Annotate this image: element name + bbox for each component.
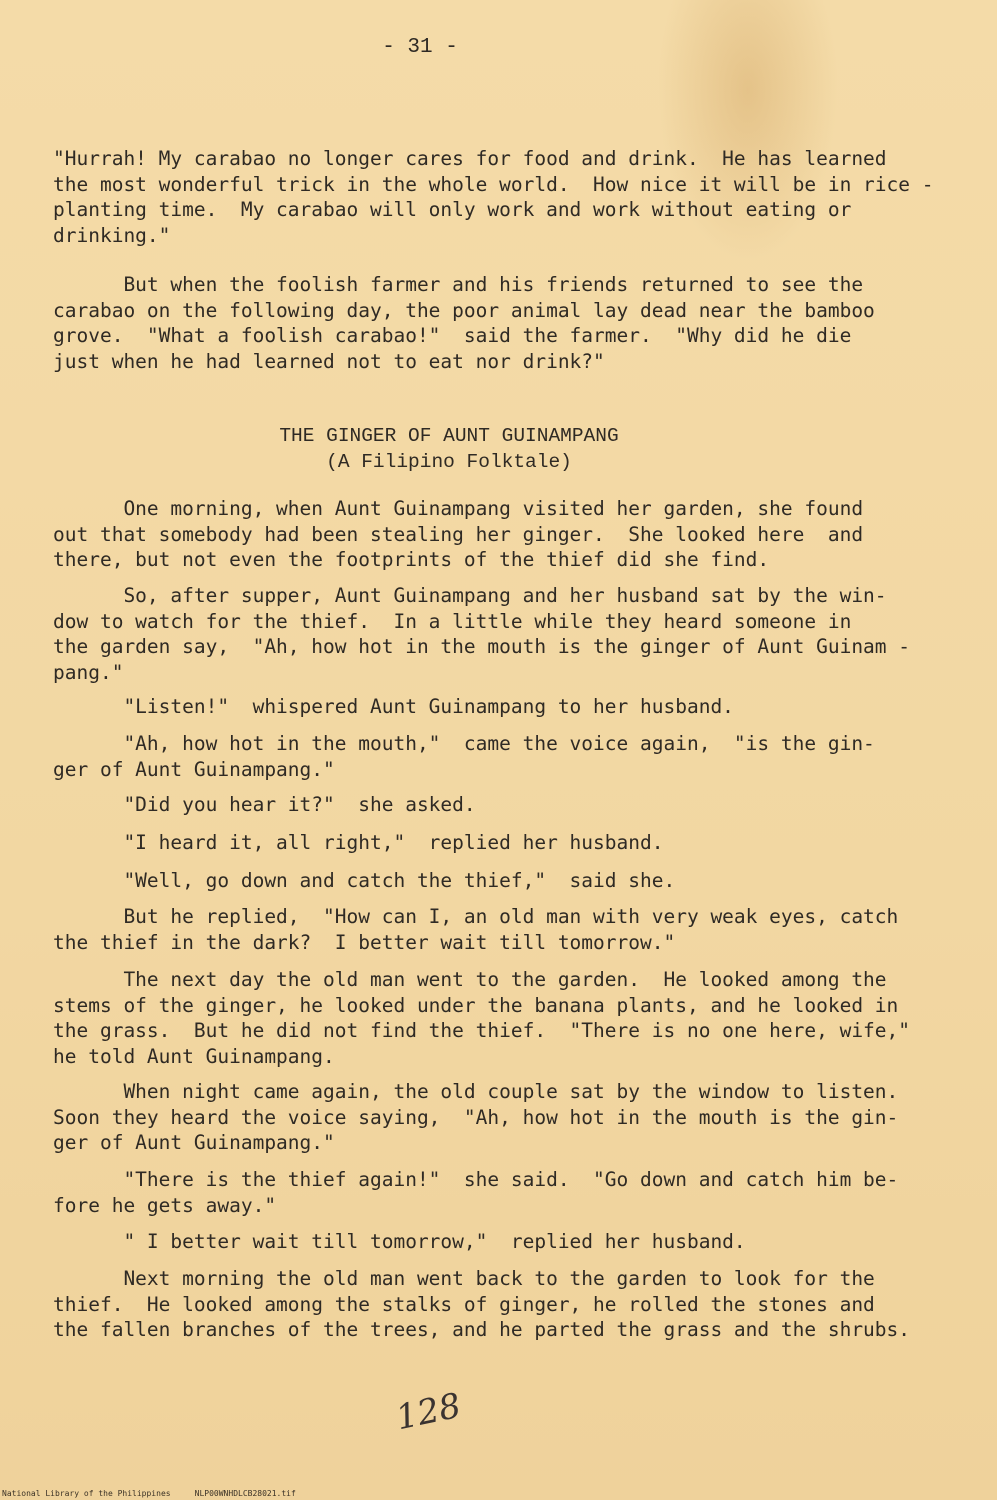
text-line: stems of the ginger, he looked under the banana plants, and he looked in [53,993,899,1017]
story-paragraph-1 [53,496,953,573]
page-number: - 31 - [382,36,458,59]
text-line: ger of Aunt Guinampang." [53,757,335,781]
text-line: drinking." [53,223,171,247]
story-paragraph-9 [53,967,953,1069]
text-line: dow to watch for the thief. In a little while they heard someone in [53,609,852,633]
text-line: thief. He looked among the stalks of ginger, he rolled the stones and [53,1292,875,1316]
text-line: the grass. But he did not find the thief. "There is no one here, wife," [53,1019,911,1042]
paragraph-intro-2 [53,272,953,374]
text-line: "Hurrah! My carabao no longer cares for food and drink. He has learned [53,147,887,170]
story-paragraph-11 [53,1167,953,1218]
story-paragraph-6 [53,830,953,856]
story-paragraph-3 [53,694,953,720]
text-line: the thief in the dark? I better wait till tomorrow." [53,930,676,954]
text-line: But when the foolish farmer and his friends returned to see the [53,273,864,296]
text-line: there, but not even the footprints of the thief did she find. [53,548,770,571]
text-line: fore he gets away." [53,1193,277,1217]
text-line: the most wonderful trick in the whole world. How nice it will be in rice - [53,172,934,196]
text-line: just when he had learned not to eat nor drink?" [53,349,605,373]
text-line: the garden say, "Ah, how hot in the mouth is the ginger of Aunt Guinam - [53,635,911,658]
archive-footer: National Library of the Philippines NLP00WNHDLCB28021.tif [2,1489,296,1498]
story-paragraph-2 [53,583,953,685]
text-line: pang." [53,660,124,684]
story-paragraph-7 [53,868,953,894]
text-line: One morning, when Aunt Guinampang visited her garden, she found [53,497,864,520]
text-line: the fallen branches of the trees, and he parted the grass and the shrubs. [53,1318,911,1341]
story-paragraph-4 [53,731,953,782]
text-line: out that somebody had been stealing her ginger. She looked here and [53,522,864,546]
story-subtitle: (A Filipino Folktale) [326,451,572,473]
story-paragraph-5 [53,792,953,818]
handwritten-page-number: 128 [392,1385,465,1439]
text-line: planting time. My carabao will only work and work without eating or [53,198,852,221]
story-paragraph-12 [53,1229,953,1255]
text-line: But he replied, "How can I, an old man with very weak eyes, catch [53,905,899,928]
text-line: "Listen!" whispered Aunt Guinampang to her husband. [53,695,734,718]
text-line: "I heard it, all right," replied her husband. [53,831,664,854]
text-line: Soon they heard the voice saying, "Ah, how hot in the mouth is the gin- [53,1105,899,1129]
text-line: Next morning the old man went back to the garden to look for the [53,1267,875,1290]
text-line: The next day the old man went to the garden. He looked among the [53,968,887,991]
text-line: " I better wait till tomorrow," replied her husband. [53,1230,746,1253]
paragraph-intro-1 [53,146,953,248]
story-paragraph-13 [53,1266,953,1343]
text-line: "There is the thief again!" she said. "Go down and catch him be- [53,1168,899,1191]
text-line: he told Aunt Guinampang. [53,1044,335,1068]
text-line: So, after supper, Aunt Guinampang and her husband sat by the win- [53,584,887,607]
text-line: "Did you hear it?" she asked. [53,793,476,816]
story-paragraph-8 [53,904,953,955]
text-line: "Ah, how hot in the mouth," came the voice again, "is the gin- [53,732,875,755]
story-paragraph-10 [53,1079,953,1156]
text-line: carabao on the following day, the poor animal lay dead near the bamboo [53,298,875,322]
text-line: grove. "What a foolish carabao!" said the farmer. "Why did he die [53,324,852,347]
text-line: ger of Aunt Guinampang." [53,1131,335,1154]
story-title: THE GINGER OF AUNT GUINAMPANG [279,425,619,447]
text-line: "Well, go down and catch the thief," said she. [53,869,676,892]
text-line: When night came again, the old couple sat by the window to listen. [53,1080,899,1103]
